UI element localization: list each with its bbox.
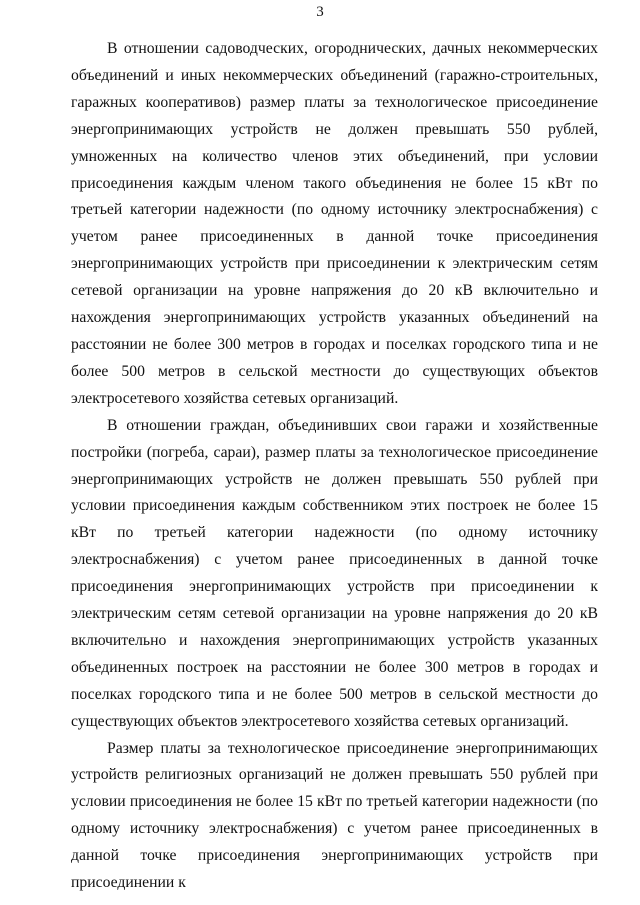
paragraph-garage-owners: В отношении граждан, объединивших свои гаражи и хозяйственные постройки (погреба, сараи), размер платы за технологическое присоединение энергопринимающих устройств не должен превышать 550 рублей при условии присоединения каждым собственником этих построек не более 15 кВт по третьей категории надежности (по одному источнику электроснабжения) с учетом ранее присоединенных в данной точке присоединения энергопринимающих устройств при присоединении к электрическим сетям сетевой организации на уровне напряжения до 20 кВ включительно и нахождения энергопринимающих устройств указанных объединенных построек на расстоянии не более 300 метров в городах и поселках городского типа и не более 500 метров в сельской местности до существующих объектов электросетевого хозяйства сетевых организаций. — [71, 416, 598, 730]
page-number: 3 — [316, 4, 324, 20]
paragraph-gardening-associations: В отношении садоводческих, огороднических, дачных некоммерческих объединений и иных некоммерческих объединений (гаражно-строительных, гаражных кооперативов) размер платы за технологическое присоединение энергопринимающих устройств не должен превышать 550 рублей, умноженных на количество членов этих объединений, при условии присоединения каждым членом такого объединения не более 15 кВт по третьей категории надежности (по одному источнику электроснабжения) с учетом ранее присоединенных в данной точке присоединения энергопринимающих устройств при присоединении к электрическим сетям сетевой организации на уровне напряжения до 20 кВ включительно и нахождения энергопринимающих устройств указанных объединений на расстоянии не более 300 метров в городах и поселках городского типа и не более 500 метров в сельской местности до существующих объектов электросетевого хозяйства сетевых организаций. — [71, 40, 598, 407]
paragraph-religious-organizations: Размер платы за технологическое присоединение энергопринимающих устройств религиозных организаций не должен превышать 550 рублей при условии присоединения не более 15 кВт по третьей категории надежности (по одному источнику электроснабжения) с учетом ранее присоединенных в данной точке присоединения энергопринимающих устройств при присоединении к — [71, 739, 598, 892]
document-body — [71, 36, 598, 897]
